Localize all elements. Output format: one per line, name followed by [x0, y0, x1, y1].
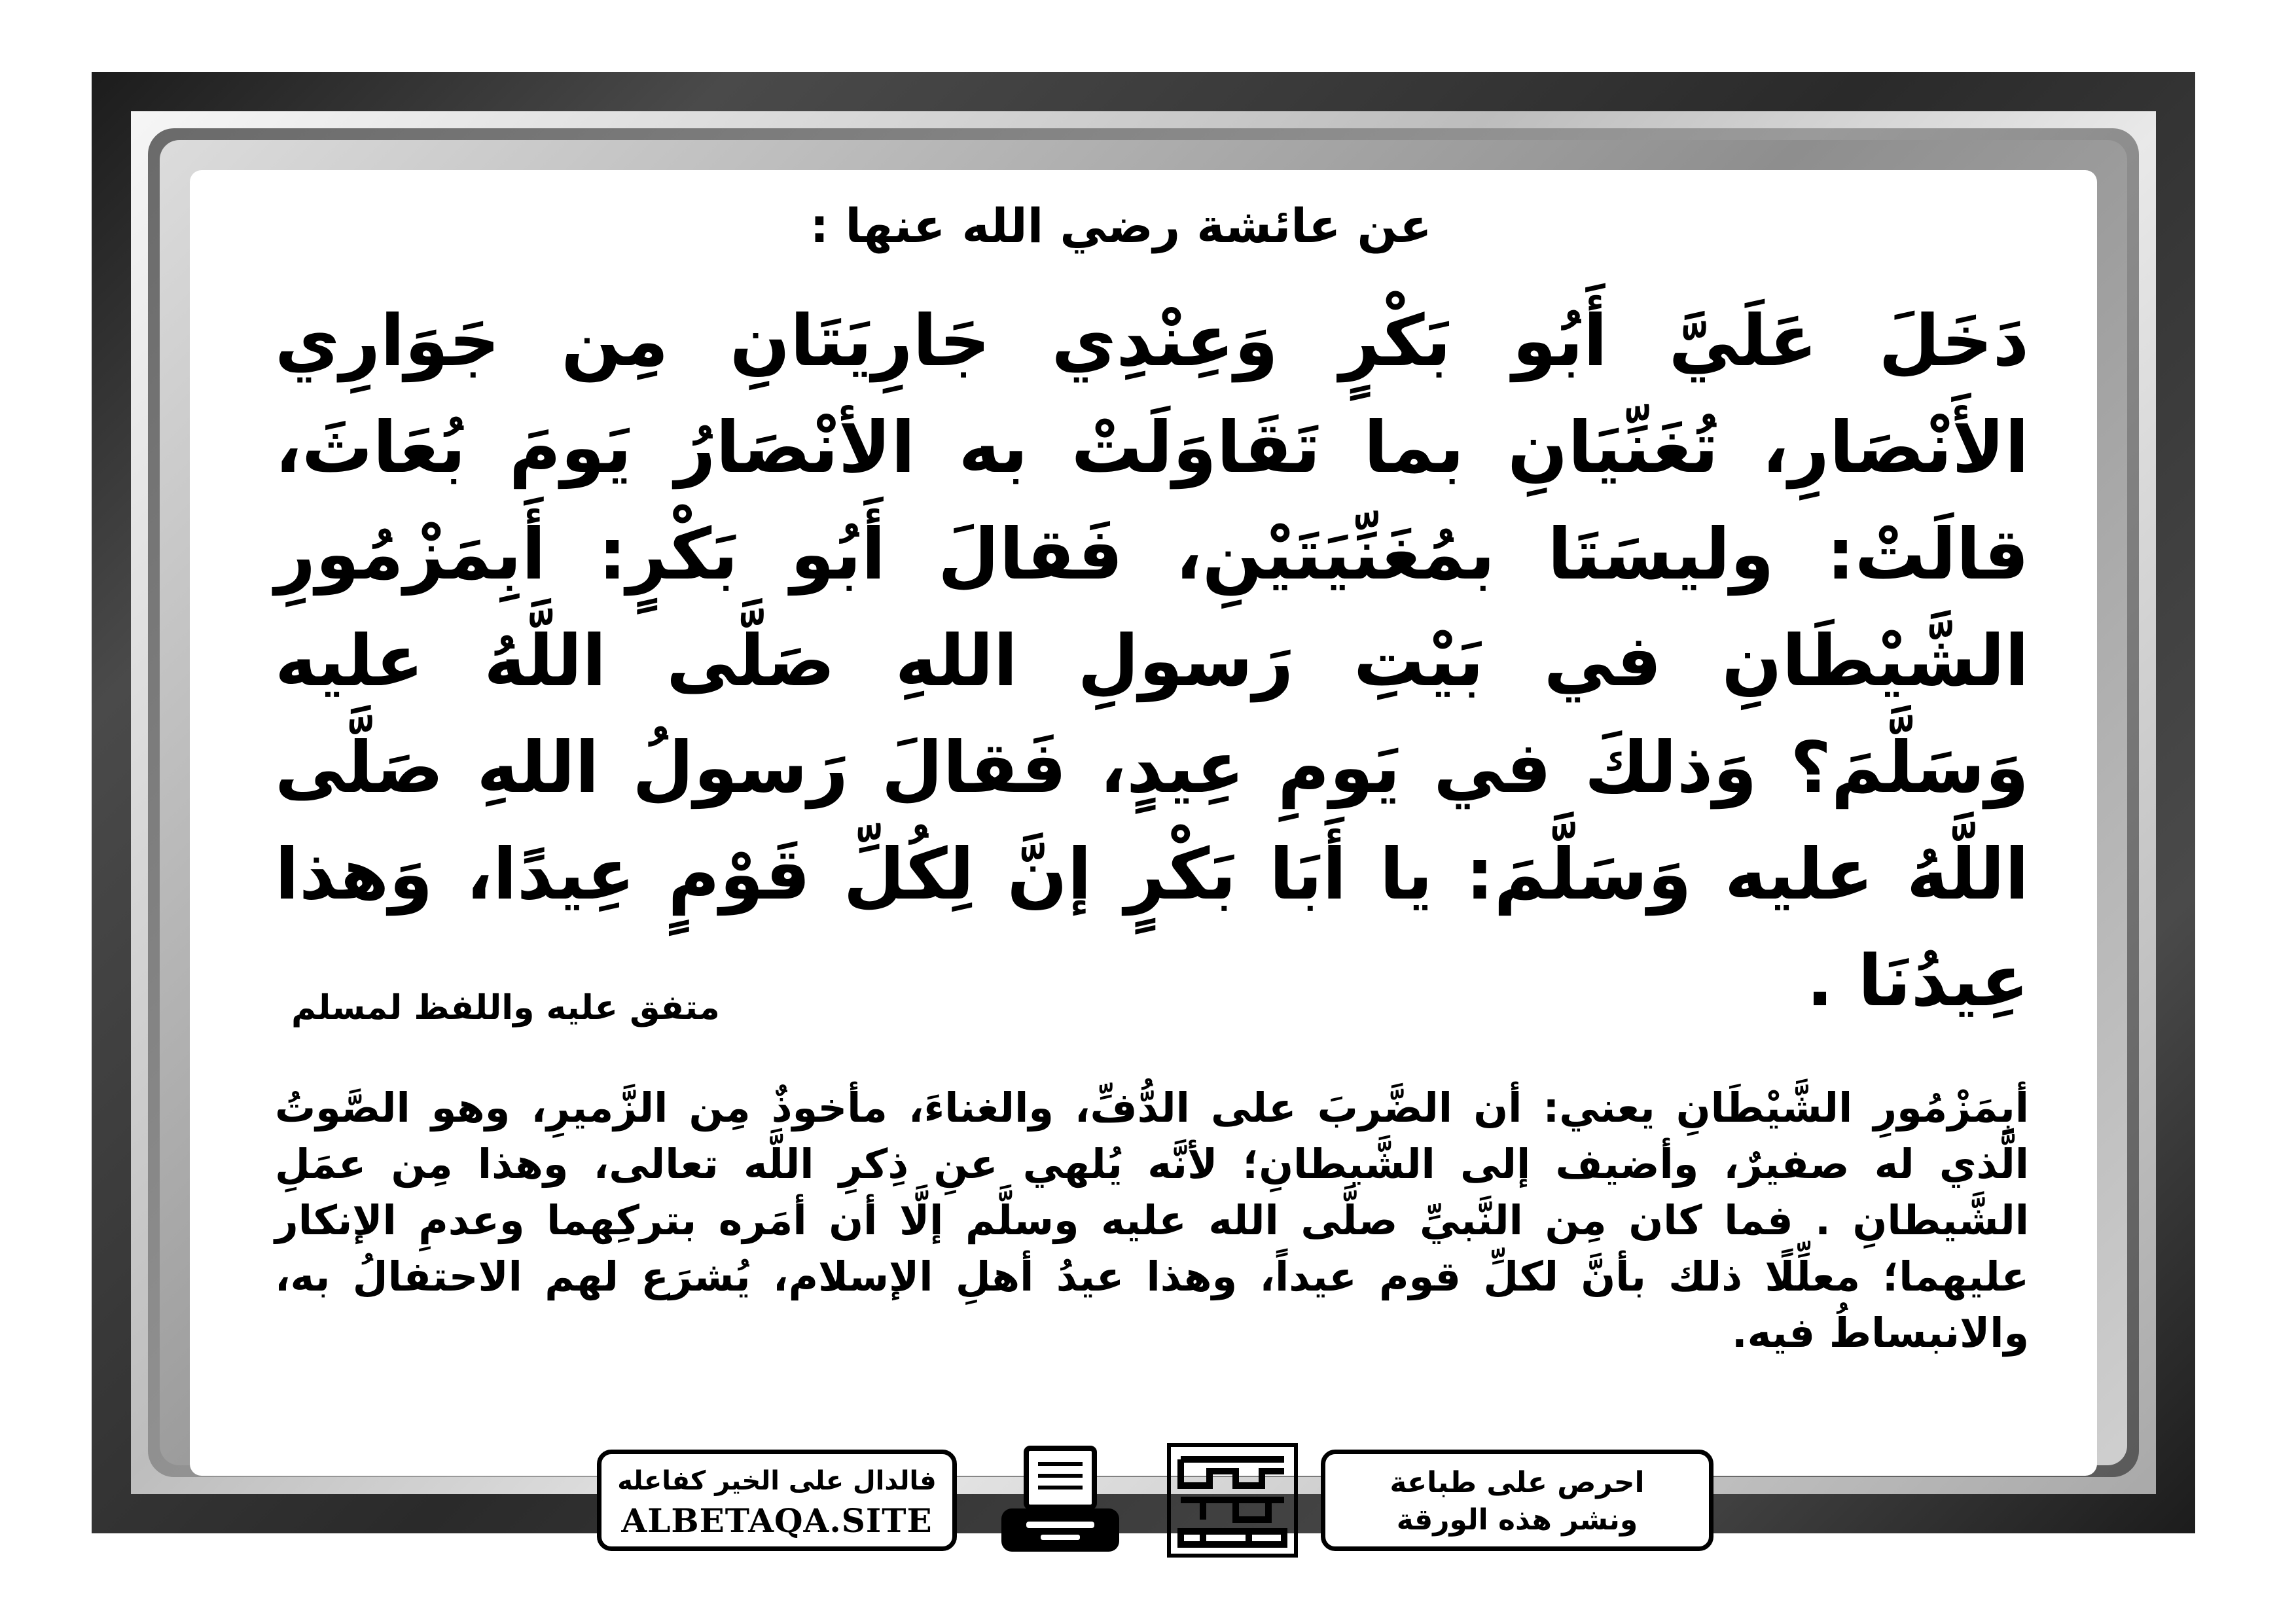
share-reminder-box	[1321, 1450, 1713, 1551]
share-reminder: ونشر هذه الورقة	[1396, 1503, 1638, 1537]
motto-text: فالدال على الخير كفاعله	[617, 1466, 937, 1496]
website-box	[597, 1450, 957, 1551]
printer-icon	[995, 1443, 1126, 1558]
print-reminder: احرص على طباعة	[1390, 1466, 1645, 1499]
hadith-text: دَخَلَ عَلَيَّ أَبُو بَكْرٍ وَعِنْدِي جَارِيَتَانِ مِن جَوَارِي الأَنْصَارِ، تُغَنِّيَانِ بما تَقَاوَلَتْ به الأنْصَارُ يَومَ بُعَاثَ، قالَتْ: وليسَتَا بمُغَنِّيَتَيْنِ، فَقالَ أَبُو بَكْرٍ: أَبِمَزْمُورِ الشَّيْطَانِ في بَيْتِ رَسولِ اللهِ صَلَّى اللَّهُ عليه وَسَلَّمَ؟ وَذلكَ في يَومِ عِيدٍ، فَقالَ رَسولُ اللهِ صَلَّى اللَّهُ عليه وَسَلَّمَ: يا أَبَا بَكْرٍ إنَّ لِكُلِّ قَوْمٍ عِيدًا، وَهذا عِيدُنَا .	[275, 300, 2029, 1022]
dawat-alwaraqa-logo	[1164, 1440, 1301, 1561]
hadith-source: متفق عليه واللفظ لمسلم	[291, 988, 720, 1027]
explanation-text: أبِمَزْمُورِ الشَّيْطَانِ يعني: أن الضَّربَ على الدُّفِّ، والغناءَ، مأخوذٌ مِن الزَّميرِ، وهو الصَّوتُ الَّذي له صفيرٌ، وأضيف إلى الشَّيطانِ؛ لأنَّه يُلهي عنِ ذِكرِ اللَّه تعالى، وهذا مِن عمَلِ الشَّيطانِ . فما كان مِن النَّبيِّ صلَّى الله عليه وسلَّم إلَّا أن أمَره بتركِهما وعدمِ الإنكار عليهما؛ معلِّلًا ذلك بأنَّ لكلِّ قوم عيداً، وهذا عيدُ أهلِ الإسلام، يُشرَع لهم الاحتفالُ به، والانبساطُ فيه.	[275, 1084, 2029, 1357]
website-link[interactable]: ALBETAQA.SITE	[621, 1501, 933, 1540]
narrator-heading: عن عائشة رضي الله عنها :	[810, 198, 1432, 253]
